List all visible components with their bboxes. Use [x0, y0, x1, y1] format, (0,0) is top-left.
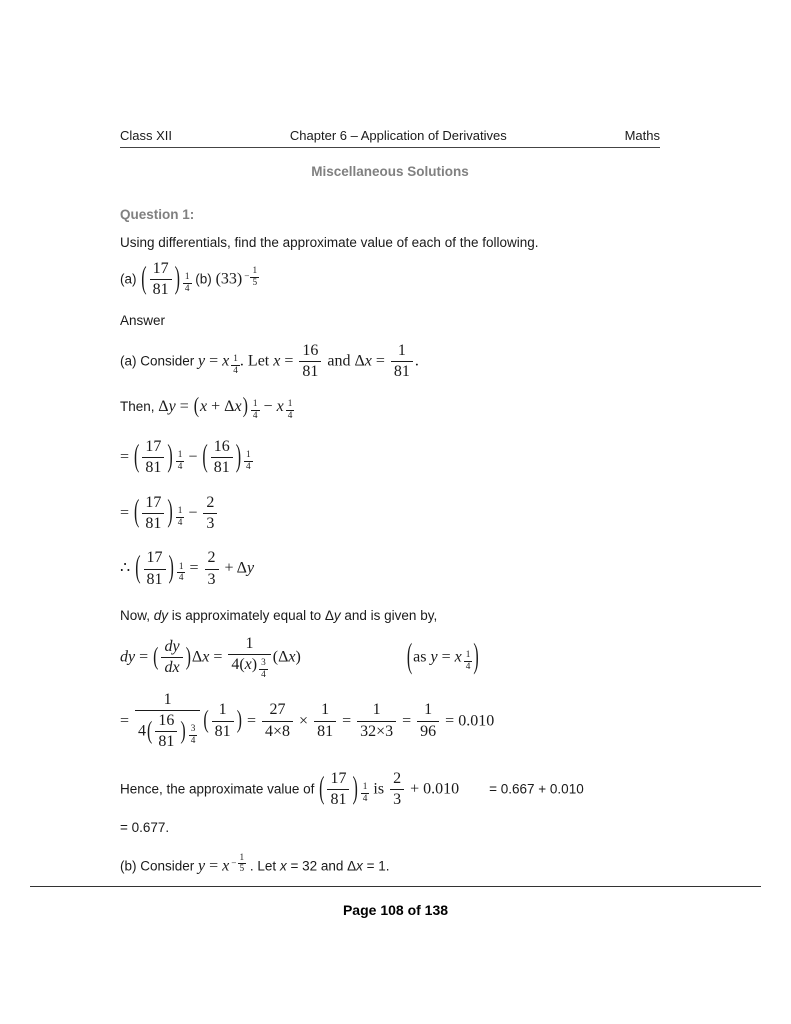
fraction — [357, 701, 396, 741]
big-paren: ) — [235, 439, 242, 474]
math-roman: − — [184, 448, 202, 466]
math-roman: × — [295, 711, 313, 729]
math-text-italic: x — [279, 857, 287, 873]
math-roman: Δ — [158, 397, 169, 415]
numerator: 1 — [314, 701, 336, 721]
denominator: 4 — [177, 461, 183, 472]
math-text: (b) — [191, 271, 216, 287]
math-variable: x — [222, 352, 230, 370]
math-text: (a) — [120, 271, 141, 287]
fraction-stack — [183, 272, 192, 294]
footer-divider — [30, 886, 761, 887]
numerator — [161, 638, 182, 658]
big-paren: ) — [352, 771, 358, 806]
numerator: 1 — [233, 354, 238, 365]
denominator: 81 — [330, 791, 347, 809]
fraction — [212, 701, 234, 741]
numerator: 17 — [150, 260, 172, 280]
fraction-stack — [417, 701, 439, 741]
numerator: 3 — [261, 658, 266, 669]
formula-therefore — [120, 549, 660, 589]
numerator: 16 — [155, 712, 177, 732]
fraction — [211, 438, 233, 478]
header-divider — [120, 147, 660, 148]
denominator: 4 — [287, 411, 293, 422]
big-paren: ( — [406, 638, 413, 676]
math-roman: (33) — [215, 270, 243, 288]
fraction-stack — [238, 853, 247, 875]
sentence-hence — [120, 770, 660, 810]
math-text: = 1. — [362, 857, 390, 873]
denominator: 4 — [178, 573, 184, 584]
fraction-stack — [203, 494, 217, 534]
denominator: 81 — [317, 722, 334, 740]
numerator — [135, 691, 200, 711]
denominator: 5 — [239, 864, 245, 875]
big-paren: ( — [147, 717, 153, 745]
math-roman: Δ — [191, 648, 203, 666]
big-paren: ( — [134, 495, 140, 530]
denominator: 4 — [465, 662, 471, 673]
math-text-italic: x — [356, 857, 363, 873]
denominator — [135, 711, 200, 752]
denominator: 96 — [420, 722, 437, 740]
math-roman: as — [413, 648, 431, 666]
math-text: and is given by, — [340, 608, 438, 624]
denominator: 4 — [362, 793, 368, 804]
fraction-stack — [262, 701, 293, 741]
numerator: 1 — [177, 505, 183, 516]
fraction — [391, 342, 413, 382]
fraction-stack — [391, 342, 413, 382]
sentence-now — [120, 607, 660, 625]
fraction — [142, 438, 164, 478]
math-roman: 1 — [163, 690, 172, 708]
fraction-stack — [142, 494, 164, 534]
big-paren: ( — [153, 643, 159, 671]
math-roman: = 0.010 — [441, 711, 495, 729]
answer-label: Answer — [120, 312, 166, 328]
denominator: 5 — [252, 277, 258, 288]
math-text: (b) Consider — [120, 857, 199, 873]
header-subject-label: Maths — [624, 128, 660, 143]
numerator: 17 — [327, 770, 349, 790]
math-text: = 0.667 + 0.010 — [489, 781, 584, 797]
math-roman: − — [184, 504, 202, 522]
fraction — [262, 701, 293, 741]
math-variable: y — [430, 648, 438, 666]
fraction-stack — [161, 638, 182, 678]
math-variable: x — [454, 648, 462, 666]
math-variable: y — [198, 352, 206, 370]
math-roman: + 0.010 — [406, 780, 460, 798]
fraction-stack — [251, 399, 260, 421]
math-roman: = — [242, 711, 261, 729]
big-paren: ) — [242, 394, 248, 419]
page-number: Page 108 of 138 — [342, 902, 449, 918]
big-paren: ( — [135, 551, 141, 586]
math-roman: ) — [251, 656, 258, 674]
math-roman: = — [185, 559, 203, 577]
math-variable: y — [246, 559, 255, 577]
math-roman: 1 — [245, 635, 254, 653]
fraction — [161, 638, 182, 678]
formula-step1 — [120, 438, 660, 478]
denominator: 4 — [184, 284, 190, 295]
big-paren: ) — [167, 439, 173, 474]
numerator: 16 — [299, 342, 321, 362]
formula-parts-ab — [120, 260, 660, 300]
fraction-stack — [135, 691, 200, 752]
denominator: 4 — [246, 461, 251, 472]
denominator: 81 — [158, 733, 175, 751]
fraction-stack — [259, 658, 268, 680]
question-heading: Question 1: — [120, 207, 195, 222]
big-paren: ) — [473, 638, 479, 676]
math-roman: = — [120, 448, 134, 466]
document-title: Miscellaneous Solutions — [311, 164, 469, 179]
content-area — [120, 207, 660, 875]
math-roman: = — [398, 711, 416, 729]
math-roman: = — [437, 648, 455, 666]
fraction-stack — [205, 549, 219, 589]
numerator: 1 — [417, 701, 439, 721]
denominator: 4 — [190, 736, 196, 747]
superscript-fraction — [231, 853, 246, 875]
math-roman: ) — [295, 648, 301, 666]
numerator: 1 — [357, 701, 396, 721]
math-variable: x — [222, 856, 230, 874]
math-roman: = — [209, 648, 227, 666]
denominator: 4 — [177, 517, 183, 528]
numerator: 3 — [190, 724, 196, 735]
formula-consider-a — [120, 342, 660, 382]
big-paren: ( — [202, 439, 208, 474]
result-line: = 0.677. — [120, 819, 170, 835]
fraction — [390, 770, 404, 810]
math-variable: dy — [120, 648, 136, 666]
fraction-stack — [250, 266, 259, 288]
fraction-stack — [189, 724, 198, 746]
fraction-stack — [286, 399, 295, 421]
formula-then — [120, 394, 660, 422]
superscript-fraction — [464, 650, 473, 672]
minus-sign: − — [244, 272, 250, 283]
math-roman: + Δ — [207, 397, 235, 415]
big-paren: ( — [141, 261, 147, 296]
math-text: Now, — [120, 608, 154, 624]
big-paren: ) — [185, 643, 191, 671]
math-variable: x — [200, 397, 208, 415]
question-prompt: Using differentials, find the approximate value of each of the following. — [120, 235, 539, 250]
denominator — [228, 655, 270, 680]
numerator: 2 — [390, 770, 404, 790]
denominator: 3 — [206, 514, 215, 532]
math-variable: x — [273, 352, 281, 370]
numerator: 1 — [362, 782, 368, 793]
math-variable: dx — [164, 659, 180, 677]
fraction — [155, 712, 177, 752]
denominator: 81 — [152, 281, 169, 299]
numerator: 1 — [287, 399, 293, 410]
numerator: 1 — [252, 266, 258, 277]
math-roman: . Let — [239, 352, 274, 370]
page-footer — [0, 902, 791, 918]
math-spacer — [301, 661, 406, 662]
math-roman: 4( — [231, 656, 245, 674]
math-text: Then, — [120, 398, 159, 414]
denominator: 81 — [393, 363, 410, 381]
fraction — [314, 701, 336, 741]
formula-step2 — [120, 494, 660, 534]
big-paren: ( — [203, 706, 209, 735]
denominator: 81 — [145, 459, 162, 477]
math-roman: 4 — [138, 722, 147, 740]
math-text-italic: dy — [153, 608, 169, 624]
math-variable: y — [198, 856, 206, 874]
math-variable: y — [168, 397, 176, 415]
numerator: 1 — [212, 701, 234, 721]
denominator: 81 — [145, 514, 162, 532]
math-text: Hence, the approximate value of — [120, 781, 319, 797]
numerator — [228, 635, 270, 655]
fraction — [135, 691, 200, 752]
fraction-stack — [314, 701, 336, 741]
numerator: 2 — [205, 549, 219, 569]
math-text-italic: y — [333, 608, 341, 624]
denominator: 81 — [214, 722, 231, 740]
math-text: is approximately equal to Δ — [168, 608, 334, 624]
math-roman: = — [280, 352, 298, 370]
superscript-fraction — [231, 354, 240, 376]
formula-dy-equation — [120, 635, 660, 681]
math-spacer — [459, 792, 489, 793]
formula-evaluation — [120, 691, 660, 752]
big-paren: ) — [174, 261, 180, 296]
superscript-fraction — [286, 399, 295, 421]
numerator: 17 — [142, 438, 164, 458]
math-roman: = — [175, 397, 193, 415]
page-header — [120, 128, 660, 143]
numerator: 1 — [177, 450, 183, 461]
superscript-fraction — [244, 266, 259, 288]
fraction-stack — [464, 650, 473, 672]
math-roman: = — [371, 352, 389, 370]
header-chapter-title: Chapter 6 – Application of Derivatives — [289, 128, 507, 143]
fraction-stack — [327, 770, 349, 810]
fraction — [228, 635, 270, 681]
fraction — [150, 260, 172, 300]
math-roman: = — [120, 711, 134, 729]
numerator: 1 — [239, 852, 245, 863]
numerator: 1 — [184, 272, 190, 283]
fraction-stack — [357, 701, 396, 741]
math-roman: (Δ — [272, 648, 289, 666]
superscript-fraction — [183, 272, 192, 294]
superscript-fraction — [259, 658, 268, 680]
fraction — [205, 549, 219, 589]
big-paren: ) — [168, 551, 174, 586]
numerator: 17 — [144, 549, 166, 569]
big-paren: ) — [167, 495, 173, 530]
math-text: (a) Consider — [120, 353, 199, 369]
denominator: 4×8 — [265, 722, 291, 740]
denominator: 3 — [207, 570, 216, 588]
numerator: 16 — [211, 438, 233, 458]
numerator: 1 — [391, 342, 413, 362]
fraction-stack — [244, 450, 253, 472]
denominator: 4 — [252, 411, 258, 422]
superscript-fraction — [189, 724, 198, 746]
denominator: 4 — [233, 365, 238, 376]
fraction — [327, 770, 349, 810]
math-roman: ∴ — [120, 559, 135, 577]
big-paren: ) — [180, 717, 186, 745]
math-roman: . — [414, 352, 419, 370]
fraction-stack — [212, 701, 234, 741]
superscript-fraction — [251, 399, 260, 421]
fraction-stack — [211, 438, 233, 478]
fraction — [299, 342, 321, 382]
numerator: 1 — [465, 650, 471, 661]
denominator: 81 — [213, 459, 230, 477]
formula-consider-b — [120, 853, 660, 875]
fraction — [203, 494, 217, 534]
math-variable: x — [276, 397, 284, 415]
numerator: 27 — [262, 701, 293, 721]
big-paren: ) — [236, 706, 242, 735]
big-paren: ( — [193, 394, 200, 419]
fraction-stack — [231, 354, 240, 376]
fraction — [417, 701, 439, 741]
denominator: 4 — [261, 669, 266, 680]
math-roman: + Δ — [220, 559, 247, 577]
math-roman: = — [205, 352, 223, 370]
fraction-stack — [299, 342, 321, 382]
superscript-fraction — [244, 450, 253, 472]
fraction-stack — [150, 260, 172, 300]
fraction-stack — [155, 712, 177, 752]
fraction-stack — [142, 438, 164, 478]
numerator: 1 — [178, 561, 184, 572]
denominator — [161, 658, 182, 677]
header-class-label: Class XII — [120, 128, 173, 143]
math-variable: x — [364, 352, 372, 370]
fraction-stack — [228, 635, 270, 681]
math-text: . Let — [246, 857, 280, 873]
math-variable: dy — [164, 637, 180, 655]
math-variable: x — [244, 656, 252, 674]
big-paren: ( — [134, 439, 140, 474]
denominator: 81 — [146, 570, 163, 588]
numerator: 2 — [203, 494, 217, 514]
math-text: = 32 and Δ — [286, 857, 357, 873]
fraction-stack — [390, 770, 404, 810]
math-variable: x — [202, 648, 210, 666]
numerator: 1 — [246, 450, 251, 461]
numerator: 1 — [252, 399, 258, 410]
fraction — [142, 494, 164, 534]
denominator: 81 — [302, 363, 319, 381]
math-variable: x — [234, 397, 242, 415]
fraction-stack — [144, 549, 166, 589]
math-variable: x — [288, 648, 296, 666]
denominator: 32×3 — [360, 722, 394, 740]
math-roman: = — [338, 711, 356, 729]
math-roman: is — [369, 780, 389, 798]
math-roman: = — [120, 504, 134, 522]
fraction — [144, 549, 166, 589]
numerator: 17 — [142, 494, 164, 514]
math-roman: − — [259, 397, 277, 415]
denominator: 3 — [393, 791, 402, 809]
math-roman: = — [205, 856, 223, 874]
big-paren: ( — [319, 771, 325, 806]
math-roman: = — [135, 648, 153, 666]
minus-sign: − — [231, 858, 237, 869]
math-roman: and Δ — [323, 352, 365, 370]
